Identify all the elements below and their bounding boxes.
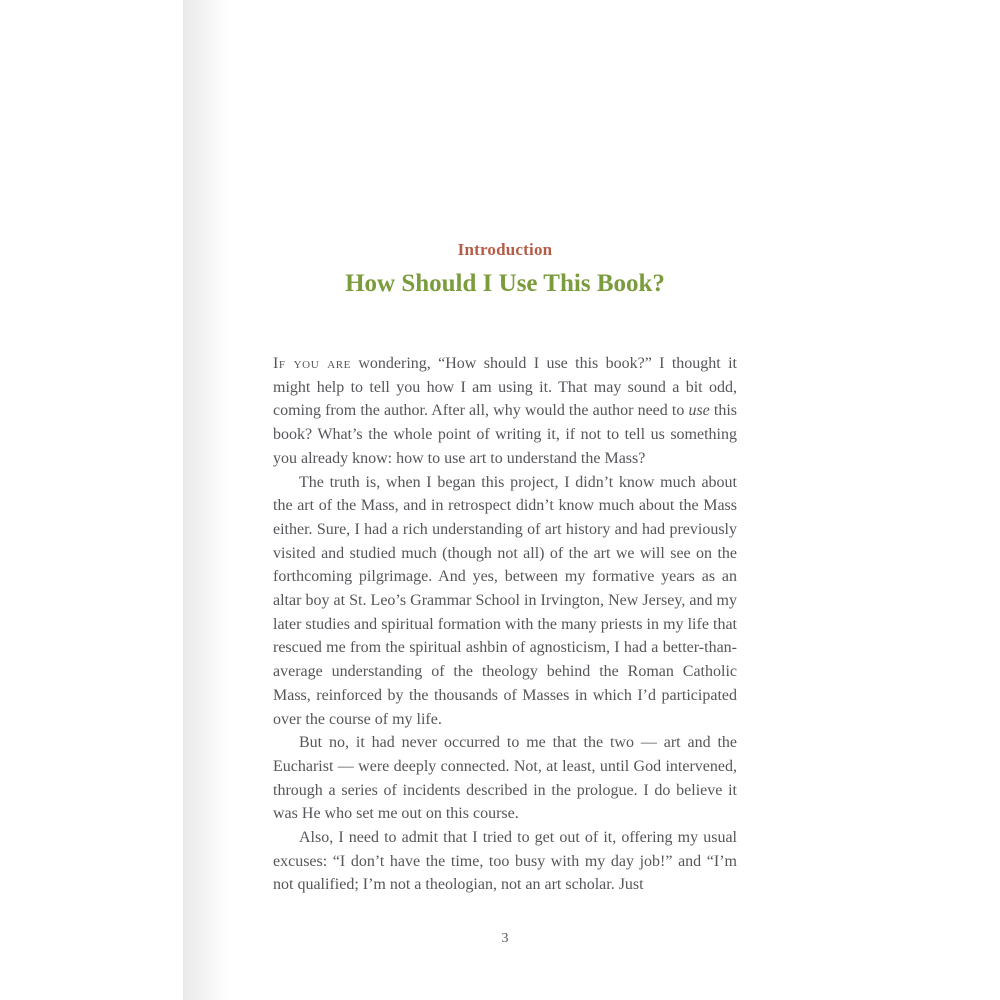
chapter-title: How Should I Use This Book? xyxy=(345,270,665,297)
paragraph-1-text-a: wondering, “How should I use this book?” I thought it might help to tell you how I am using it. That may sound a bit odd, coming from the author. After all, why would the author need to xyxy=(273,355,737,420)
paragraph-2: The truth is, when I began this project, I didn’t know much about the art of the Mass, and in retrospect didn’t know much about the Mass either. Sure, I had a rich understanding of art history and had previously visited and studied much (though not all) of the art we will see on the forthcoming pilgrimage. And yes, between my formative years as an altar boy at St. Leo’s Grammar School in Irvington, New Jersey, and my later studies and spiritual formation with the many priests in my life that rescued me from the spiritual ashbin of agnosticism, I had a better-than-average understanding of the theology behind the Roman Catholic Mass, reinforced by the thousands of Masses in which I’d participated over the course of my life. xyxy=(273,473,737,728)
chapter-kicker: Introduction xyxy=(457,240,553,259)
emphasis-word-use: use xyxy=(688,402,710,420)
page-number: 3 xyxy=(501,931,509,946)
paragraph-3: But no, it had never occurred to me that the two — art and the Eucharist — were deeply connected. Not, at least, until God intervened, through a series of incidents described in the prologue. I do believe it was He who set me out on this course. xyxy=(273,734,737,823)
body-text xyxy=(273,352,737,897)
paragraph-1 xyxy=(273,352,737,471)
lead-in-small-caps: If you are xyxy=(273,355,351,372)
page-gutter-shadow xyxy=(183,0,229,1000)
paragraph-1-text-b: this book? What’s the whole point of writing it, if not to tell us something you already know: how to use art to understand the Mass? xyxy=(273,402,737,467)
paragraph-4: Also, I need to admit that I tried to get out of it, offering my usual excuses: “I don’t have the time, too busy with my day job!” and “I’m not qualified; I’m not a theologian, not an art scholar. Just xyxy=(273,829,737,894)
